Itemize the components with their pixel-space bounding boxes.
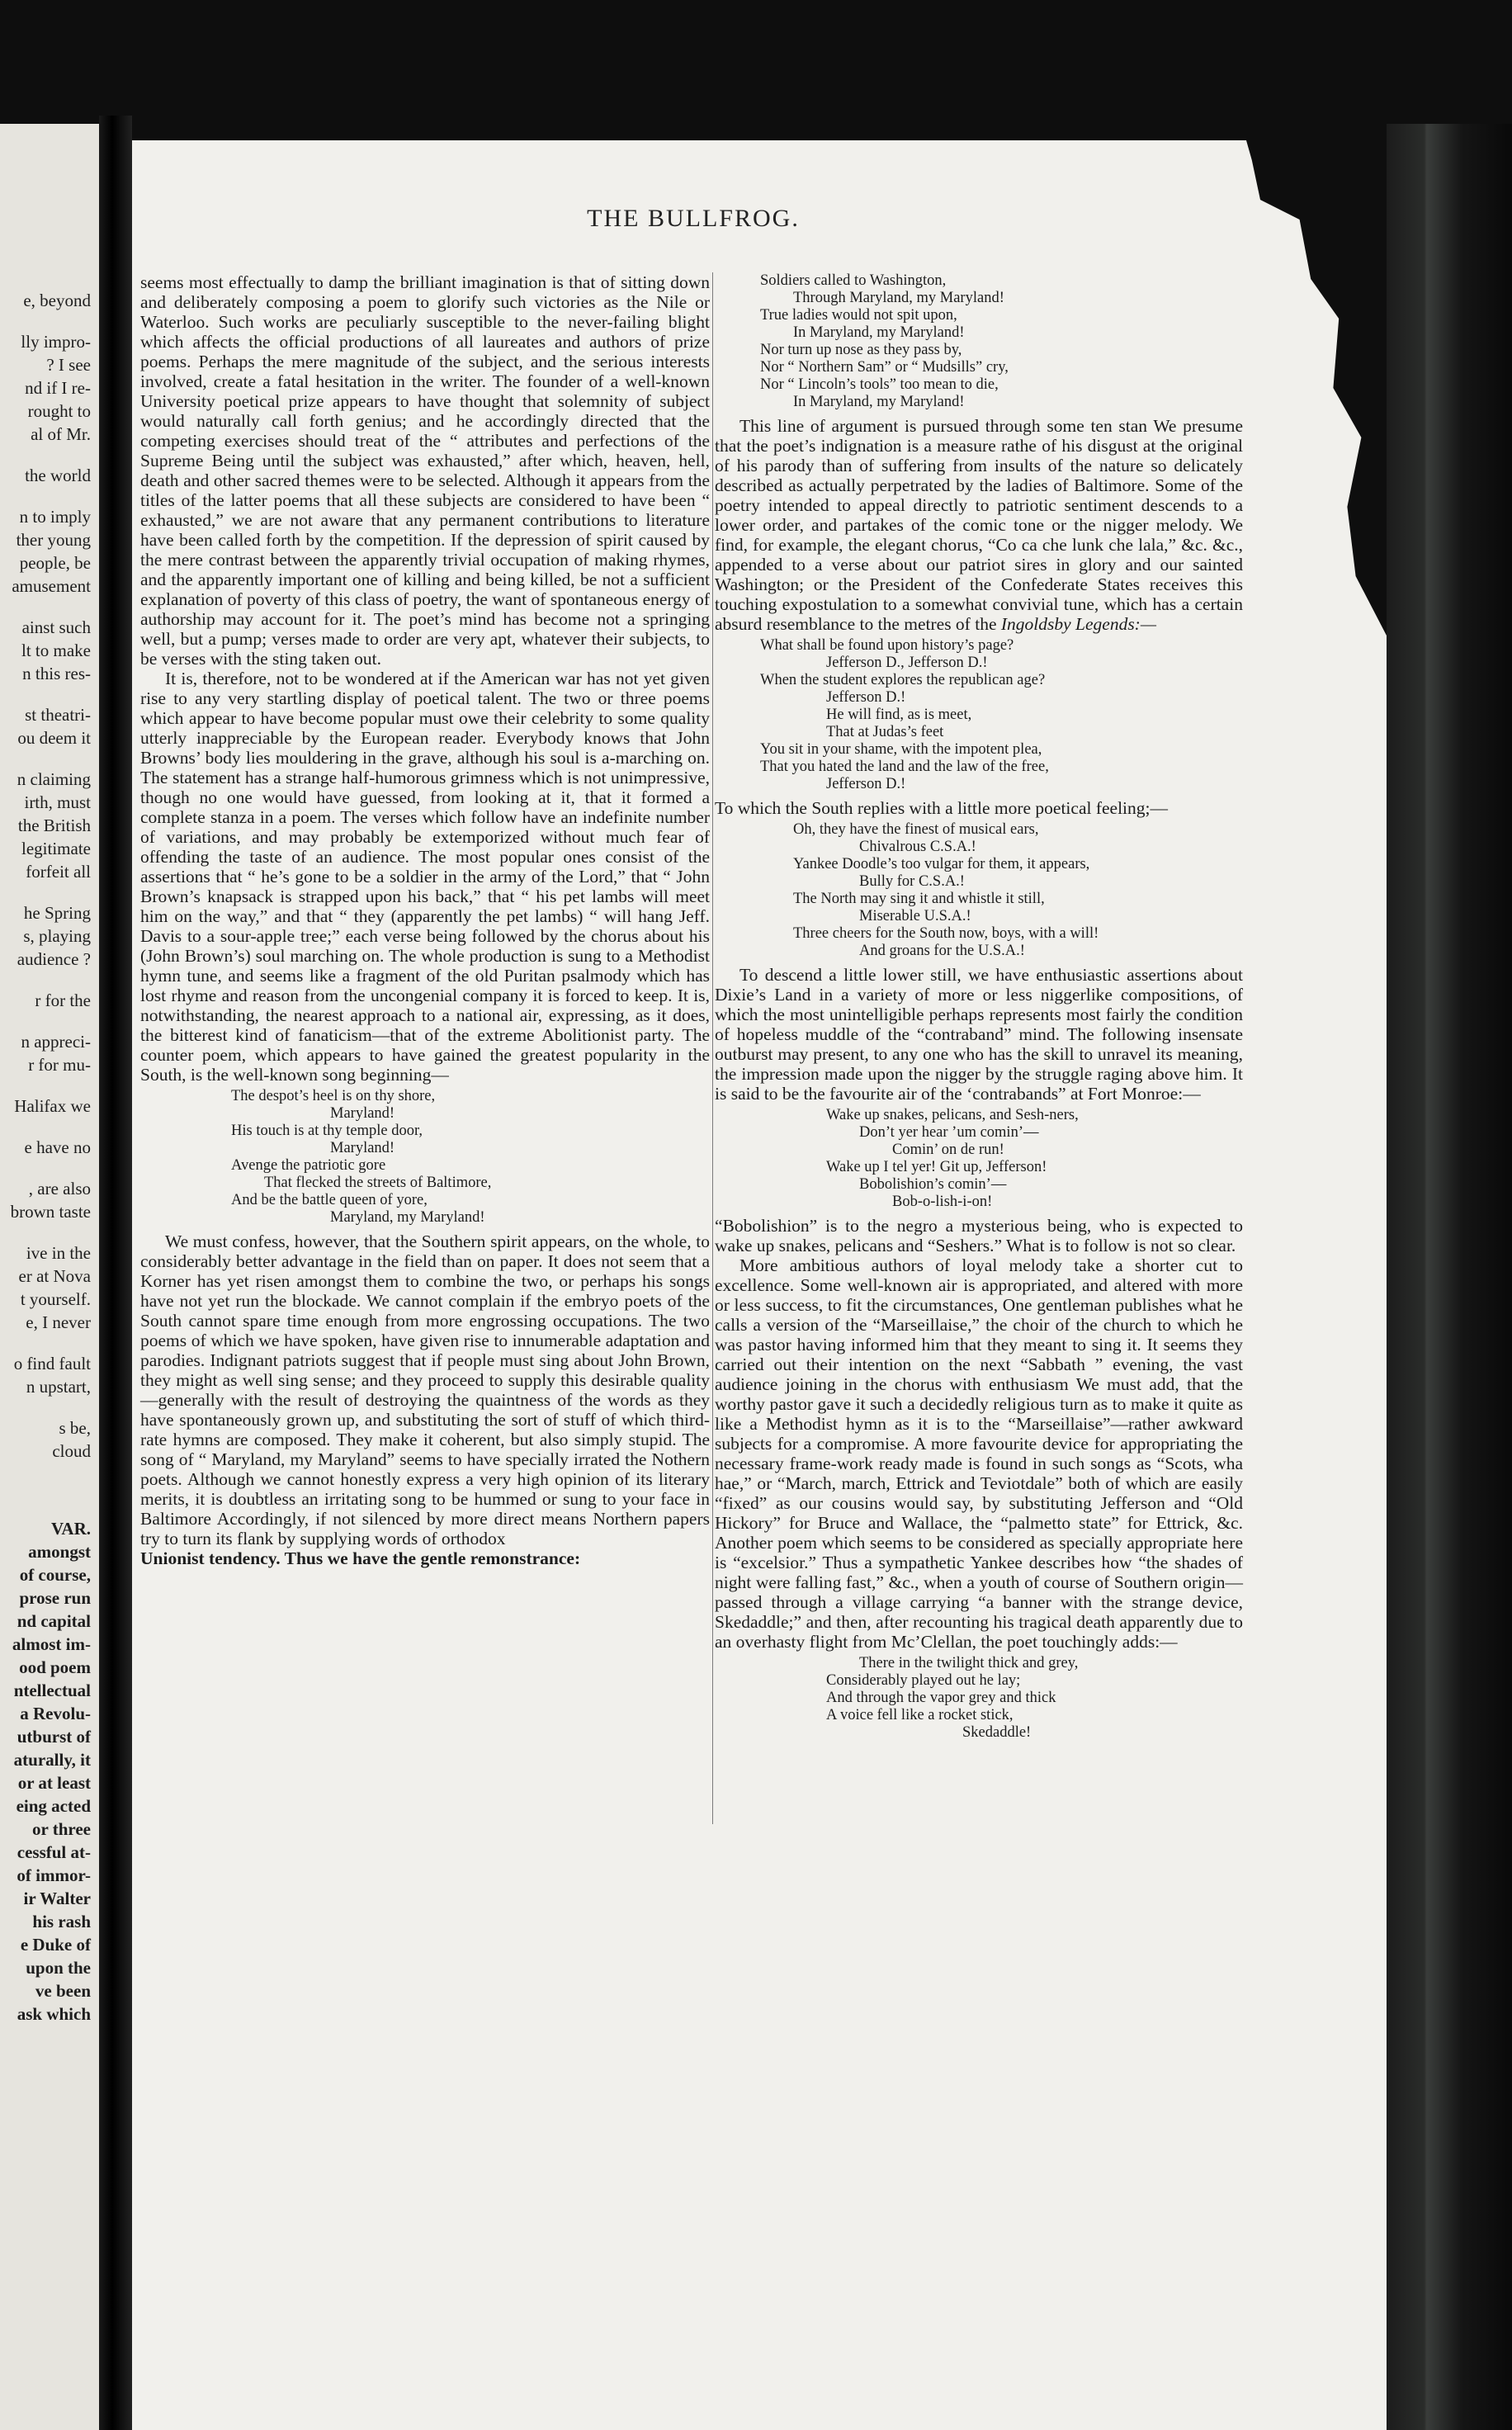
poem-line: Considerably played out he lay; — [826, 1672, 1021, 1689]
poem-remonstrance — [715, 272, 1243, 411]
left-page-fragment: ve been — [35, 1981, 91, 2001]
left-page-fragment: ther young — [16, 530, 91, 550]
poem-line: Jefferson D.! — [826, 776, 906, 792]
left-page-fragment: or at least — [17, 1773, 91, 1793]
poem-line: That you hated the land and the law of the free, — [760, 759, 1049, 775]
left-page-fragment: nd if I re- — [25, 378, 91, 398]
left-page-fragment: s, playing — [23, 926, 91, 946]
left-page-fragment: aturally, it — [13, 1750, 91, 1770]
left-page-fragment: st theatri- — [25, 705, 91, 725]
poem-line: Chivalrous C.S.A.! — [859, 839, 976, 855]
left-page-fragment — [0, 1398, 99, 1416]
left-page-fragment: legitimate — [21, 839, 91, 858]
poem-line: Wake up snakes, pelicans, and Sesh-ners, — [826, 1107, 1079, 1123]
left-page-fragment — [0, 1159, 99, 1177]
left-page-fragment: ive in the — [26, 1243, 91, 1263]
poem-line: And through the vapor grey and thick — [826, 1690, 1056, 1706]
left-page-fragment — [0, 1118, 99, 1136]
poem-line: He will find, as is meet, — [826, 707, 972, 723]
poem-line: His touch is at thy temple door, — [231, 1123, 423, 1139]
poem-line: Bobolishion’s comin’— — [859, 1176, 1007, 1193]
left-page-fragment: ask which — [17, 2004, 91, 2024]
paragraph: “Bobolishion” is to the negro a mysterious being, who is expected to wake up snakes, pelicans and “Seshers.” What is to follow is not so clear. — [715, 1216, 1243, 1255]
poem-line: Miserable U.S.A.! — [859, 908, 971, 924]
poem-jefferson — [715, 637, 1243, 793]
left-page-fragment: o find fault — [13, 1354, 91, 1373]
left-page-fragment: Halifax we — [14, 1096, 91, 1116]
poem-line: And groans for the U.S.A.! — [859, 943, 1025, 959]
poem-line: Nor “ Northern Sam” or “ Mudsills” cry, — [760, 359, 1009, 376]
paragraph: More ambitious authors of loyal melody take a shorter cut to excellence. Some well-known air is appropriated, and altered with more or less success, to fit the circumstances, One gentleman publishes what he calls a version of the “Marseillaise,” the choir of the church to which he was pastor having informed him that they meant to sing it. It seems they carried out their intention on the next “Sabbath ” evening, the vast audience joining in the chorus with enthusiasm We must add, that the worthy pastor gave it such a decidedly religious turn as to make it quite as like a Methodist hymn as it is to the “Marseillaise”—rather awkward subjects for a compromise. A more favourite device for appropriating the necessary frame-work ready made is found in such songs as “Scots, wha hae,” or “March, march, Ettrick and Teviotdale” both of which are easily “fixed” as our cousins would say, by substituting Jefferson and “Old Hickory” for Bruce and Wallace, the “palmetto state” for Ettrick, &c. Another poem which seems to be considered as specially appropriate here is “excelsior.” Thus a sympathetic Yankee describes how “the shades of night were falling fast,” &c., when a youth of course of Southern origin—passed through a village carrying “a banner with the strange device, Skedaddle;” and then, after recounting his tragical death apparently due to an overhasty flight from Mc’Clellan, the poet touchingly adds:— — [715, 1255, 1243, 1652]
left-page-fragment — [0, 312, 99, 330]
left-page-fragment: al of Mr. — [31, 424, 91, 444]
left-page-fragment — [0, 487, 99, 505]
left-page-fragment — [0, 1334, 99, 1352]
left-page-fragment: n to imply — [19, 507, 91, 527]
left-page-fragment: lt to make — [21, 641, 91, 660]
left-page-fragment: people, be — [19, 553, 91, 573]
paragraph-text: This line of argument is pursued through some ten stan We presume that the poet’s indignation is a measure rathe of his disgust at the original of his parody than of suffering from insults of the nature so delicately described as actually perpetrated by the ladies of Baltimore. Some of the poetry intended to appeal directly to patriotic sentiment descends to a lower order, and partakes of the comic tone or the nigger melody. We find, for example, the elegant chorus, “Co ca che lunk che lala,” &c. &c., appended to a verse about our patriot sires in glory and our sainted Washington; or the President of the Confederate States receives this touching expostulation to a somewhat convivial tune, which has a certain absurd resemblance to the metres of the — [715, 416, 1243, 634]
left-page-fragment: amusement — [12, 576, 91, 596]
column-right — [715, 272, 1243, 1747]
poem-line: There in the twilight thick and grey, — [859, 1655, 1079, 1671]
torn-corner — [1246, 140, 1387, 636]
poem-line: Through Maryland, my Maryland! — [793, 290, 1004, 306]
left-page-fragment: brown taste — [10, 1202, 91, 1222]
poem-line: What shall be found upon history’s page? — [760, 637, 1014, 654]
poem-line: The North may sing it and whistle it still, — [793, 891, 1045, 907]
left-page-fragment: ou deem it — [17, 728, 91, 748]
paragraph: It is, therefore, not to be wondered at if the American war has not yet given rise to any very startling display of poetical talent. The two or three poems which appear to have become popular must owe their celebrity to some quality utterly inappreciable by the European reader. Everybody knows that John Browns’ body lies mouldering in the grave, although his soul is a-marching on. The statement has a strange half-humorous grimness which is not unimpressive, though no one would have guessed, from looking at it, that it formed a complete stanza in a poem. The verses which follow have an indefinite number of variations, and may probably be extemporized without much fear of offending the taste of an audience. The most popular ones consist of the assertions that “ he’s gone to be a soldier in the army of the Lord,” that “ John Brown’s knapsack is strapped upon his back,” that “ his pet lambs will meet him on the way,” and that “ they (apparently the pet lambs) “ will hang Jeff. Davis to a sour-apple tree;” each verse being followed by the chorus about his (John Brown’s) soul marching on. The whole production is sung to a Methodist hymn tune, and seems like a fragment of the old Puritan psalmody which has lost rhyme and reason from the uncongenial company it is forced to keep. It is, notwithstanding, the nearest approach to a national air, expressing, as it does, the bitterest kind of fanaticism—that of the extreme Abolitionist party. The counter poem, which appears to have gained the greatest popularity in the South, is the well-known song beginning— — [140, 669, 710, 1085]
poem-bobolishion — [715, 1107, 1243, 1211]
poem-line: A voice fell like a rocket stick, — [826, 1707, 1014, 1723]
left-page-fragment: n this res- — [22, 664, 91, 683]
left-page-fragment: of immor- — [17, 1865, 91, 1885]
left-page-fragment — [0, 685, 99, 703]
paragraph: To descend a little lower still, we have enthusiastic assertions about Dixie’s Land in a variety of more or less niggerlike compositions, of which the most unintelligible perhaps represents most fairly the condition of hopeless muddle of the “contraband” mind. The following insensate outburst may present, to any one who has the skill to unravel its meaning, the impression made upon the nigger by the struggle raging above him. It is said to be the favourite air of the ‘contrabands” at Fort Monroe:— — [715, 965, 1243, 1104]
left-page-fragment: e, beyond — [23, 291, 91, 310]
left-page-fragment: ood poem — [19, 1657, 91, 1677]
poem-line: In Maryland, my Maryland! — [793, 324, 965, 341]
left-page-fragment: t yourself. — [20, 1289, 91, 1309]
left-page-fragment: VAR. — [50, 1519, 91, 1539]
left-page-fragment: e Duke of — [20, 1935, 91, 1955]
left-page-fragment — [0, 1499, 99, 1517]
left-page-fragment: his rash — [32, 1912, 91, 1931]
left-page-text-fragments — [0, 289, 99, 2026]
poem-line: That flecked the streets of Baltimore, — [264, 1175, 492, 1191]
poem-maryland — [140, 1088, 710, 1227]
poem-line: Nor turn up nose as they pass by, — [760, 342, 962, 358]
poem-line: Three cheers for the South now, boys, with a will! — [793, 925, 1099, 942]
poem-csa — [715, 821, 1243, 960]
left-page-fragment — [0, 1481, 99, 1499]
left-page-fragment: the world — [25, 466, 91, 485]
left-facing-page — [0, 124, 99, 2430]
poem-line: Jefferson D., Jefferson D.! — [826, 655, 988, 671]
poem-line: Skedaddle! — [962, 1724, 1032, 1741]
left-page-fragment: the British — [17, 816, 91, 835]
page-header: THE BULLFROG. — [587, 205, 800, 232]
column-left — [140, 272, 710, 1568]
left-page-fragment: ntellectual — [13, 1681, 91, 1700]
left-page-fragment: er at Nova — [18, 1266, 91, 1286]
left-page-fragment: prose run — [19, 1588, 91, 1608]
poem-line: Maryland, my Maryland! — [330, 1209, 485, 1226]
poem-skedaddle — [715, 1655, 1243, 1742]
left-page-fragment: almost im- — [12, 1634, 91, 1654]
left-page-fragment: n upstart, — [26, 1377, 91, 1397]
left-page-fragment: lly impro- — [21, 332, 91, 352]
left-page-fragment — [0, 883, 99, 901]
poem-line: True ladies would not spit upon, — [760, 307, 957, 324]
left-page-fragment — [0, 446, 99, 464]
paragraph: To which the South replies with a little more poetical feeling;— — [715, 798, 1168, 818]
paragraph: seems most effectually to damp the brilliant imagination is that of sitting down and deliberately composing a poem to glorify such victories as the Nile or Waterloo. Such works are peculiarly susceptible to the never-failing blight which affects the official productions of all laureates and authors of prize poems. Perhaps the mere magnitude of the subject, and the serious interests involved, create a fatal hesitation in the writer. The founder of a well-known University poetical prize appears to have thought that solemnity of subject would naturally call forth genius; and he accordingly directed that the competing exercises should treat of the “ attributes and perfections of the Supreme Being until the subject was exhausted,” after which, heaven, hell, death and other sacred themes were to be selected. Although it appears from the titles of the latter poems that all these subjects are considered to have been “ exhausted,” we are not aware that any permanent contributions to literature have been called forth by the competition. If the depression of spirit caused by the mere contrast between the apparently trivial occupation of making rhymes, and the apparently important one of killing and being killed, be not a sufficient explanation of poverty of this class of poetry, the want of spontaneous energy of authorship may account for it. The poet’s mind has become not a springing well, but a pump; verses made to order are very apt, whatever their subjects, to be verses with the sting taken out. — [140, 272, 710, 669]
left-page-fragment: forfeit all — [26, 862, 91, 882]
column-divider — [712, 272, 713, 1824]
left-page-fragment: r for the — [35, 990, 91, 1010]
left-page-fragment — [0, 1463, 99, 1481]
poem-line: Bully for C.S.A.! — [859, 873, 965, 890]
poem-line: Yankee Doodle’s too vulgar for them, it appears, — [793, 856, 1090, 872]
left-page-fragment: cloud — [52, 1441, 91, 1461]
poem-line: That at Judas’s feet — [826, 724, 944, 740]
left-page-fragment: irth, must — [24, 792, 91, 812]
poem-line: Maryland! — [330, 1105, 395, 1122]
poem-line: Maryland! — [330, 1140, 395, 1156]
left-page-fragment: he Spring — [23, 903, 91, 923]
left-page-fragment: ainst such — [21, 617, 91, 637]
paragraph — [715, 416, 1243, 634]
left-page-fragment: e, I never — [26, 1312, 91, 1332]
left-page-fragment: rought to — [27, 401, 91, 421]
poem-line: Comin’ on de run! — [892, 1142, 1004, 1158]
italic-title: Ingoldsby Legends:— — [1000, 614, 1156, 634]
left-page-fragment: s be, — [59, 1418, 91, 1438]
left-page-fragment — [0, 598, 99, 616]
left-page-fragment — [0, 749, 99, 768]
left-page-fragment: ? I see — [46, 355, 91, 375]
poem-line: Oh, they have the finest of musical ears, — [793, 821, 1039, 838]
poem-line: Bob-o-lish-i-on! — [892, 1194, 993, 1210]
left-page-fragment: of course, — [19, 1565, 91, 1585]
left-page-fragment: , are also — [28, 1179, 91, 1198]
paragraph: We must confess, however, that the Southern spirit appears, on the whole, to considerably better advantage in the field than on paper. It does not seem that a Korner has yet risen amongst them to combine the two, or perhaps his songs have not yet run the blockade. We cannot complain if the embryo poets of the South cannot spare time enough from more engrossing occupations. The two poems of which we have spoken, have given rise to innumerable adaptation and parodies. Indignant patriots suggest that if people must sing about John Brown, they might as well sing sense; and they proceed to supply this desirable quality—generally with the result of destroying the quaintness of the words as they have spontaneously grown up, and substituting the sort of stuff of which third-rate hymns are composed. They make it coherent, but also simply stupid. The song of “ Maryland, my Maryland” seems to have specially irrated the Nothern poets. Although we cannot honestly express a very high opinion of its literary merits, it is doubtless an irritating song to be hummed or sung to your face in Baltimore Accordingly, if not silenced by more direct means Northern papers try to turn its flank by supplying words of orthodox — [140, 1232, 710, 1548]
left-page-fragment — [0, 1076, 99, 1094]
left-page-fragment: eing acted — [16, 1796, 91, 1816]
left-page-fragment: ir Walter — [23, 1889, 91, 1908]
left-page-fragment: cessful at- — [17, 1842, 91, 1862]
left-page-fragment: r for mu- — [28, 1055, 91, 1075]
left-page-fragment: amongst — [28, 1542, 91, 1562]
poem-line: In Maryland, my Maryland! — [793, 394, 965, 410]
left-page-fragment — [0, 1223, 99, 1241]
left-page-fragment: or three — [32, 1819, 91, 1839]
poem-line: Wake up I tel yer! Git up, Jefferson! — [826, 1159, 1047, 1175]
left-page-fragment: utburst of — [17, 1727, 91, 1747]
poem-line: And be the battle queen of yore, — [231, 1192, 428, 1208]
book-edge — [1387, 124, 1512, 2430]
left-page-fragment: nd capital — [17, 1611, 91, 1631]
poem-line: Soldiers called to Washington, — [760, 272, 947, 289]
left-page-fragment: upon the — [26, 1958, 91, 1978]
poem-line: You sit in your shame, with the impotent plea, — [760, 741, 1042, 758]
left-page-fragment — [0, 1012, 99, 1030]
left-page-fragment: e have no — [24, 1137, 91, 1157]
left-page-fragment: n appreci- — [21, 1032, 91, 1052]
poem-line: Avenge the patriotic gore — [231, 1157, 386, 1174]
book-gutter — [99, 116, 132, 2430]
newspaper-page — [132, 140, 1387, 2430]
poem-line: When the student explores the republican age? — [760, 672, 1046, 688]
poem-line: Don’t yer hear ’um comin’— — [859, 1124, 1039, 1141]
left-page-fragment: audience ? — [17, 949, 91, 969]
poem-line: The despot’s heel is on thy shore, — [231, 1088, 436, 1104]
poem-line: Jefferson D.! — [826, 689, 906, 706]
left-page-fragment — [0, 971, 99, 989]
paragraph-end: Unionist tendency. Thus we have the gentle remonstrance: — [140, 1548, 581, 1568]
left-page-fragment: a Revolu- — [20, 1704, 91, 1723]
left-page-fragment: n claiming — [17, 769, 91, 789]
poem-line: Nor “ Lincoln’s tools” too mean to die, — [760, 376, 999, 393]
